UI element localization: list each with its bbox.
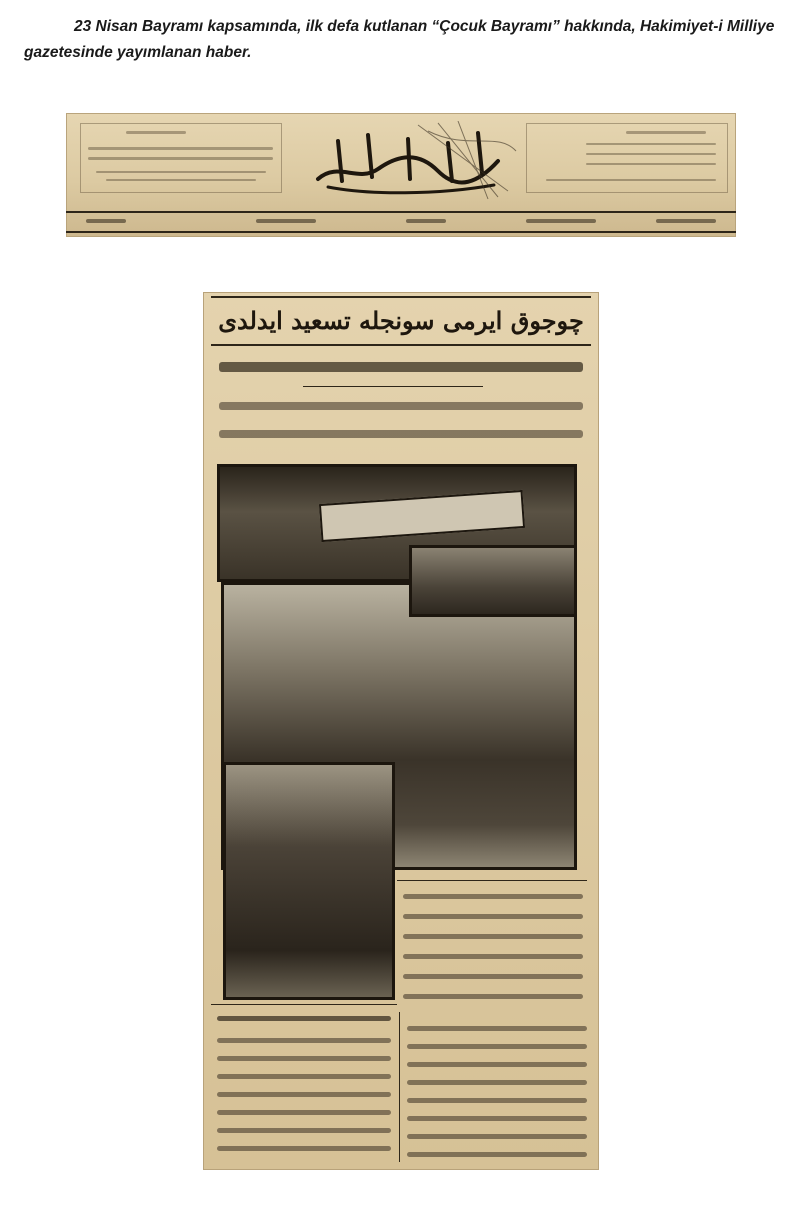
photo-officials-group <box>409 545 577 617</box>
photo-children <box>223 762 395 1000</box>
sub-headline-text <box>219 362 583 372</box>
article-headline: چوجوق ايرمى سونجله تسعيد ايدلدى <box>218 306 584 335</box>
caption-line-2: gazetesinde yayımlanan haber. <box>24 44 252 61</box>
newspaper-masthead-image <box>66 113 736 237</box>
top-rule <box>211 296 591 298</box>
masthead-date-strip <box>66 209 736 237</box>
photo-banner <box>319 490 525 542</box>
masthead-calligraphy-logo <box>298 121 518 201</box>
caption-line-1: 23 Nisan Bayramı kapsamında, ilk defa kutlanan “Çocuk Bayramı” hakkında, Hakimiyet-i Milliye <box>74 18 775 35</box>
newspaper-article-image <box>203 292 599 1170</box>
page-caption <box>24 14 784 66</box>
